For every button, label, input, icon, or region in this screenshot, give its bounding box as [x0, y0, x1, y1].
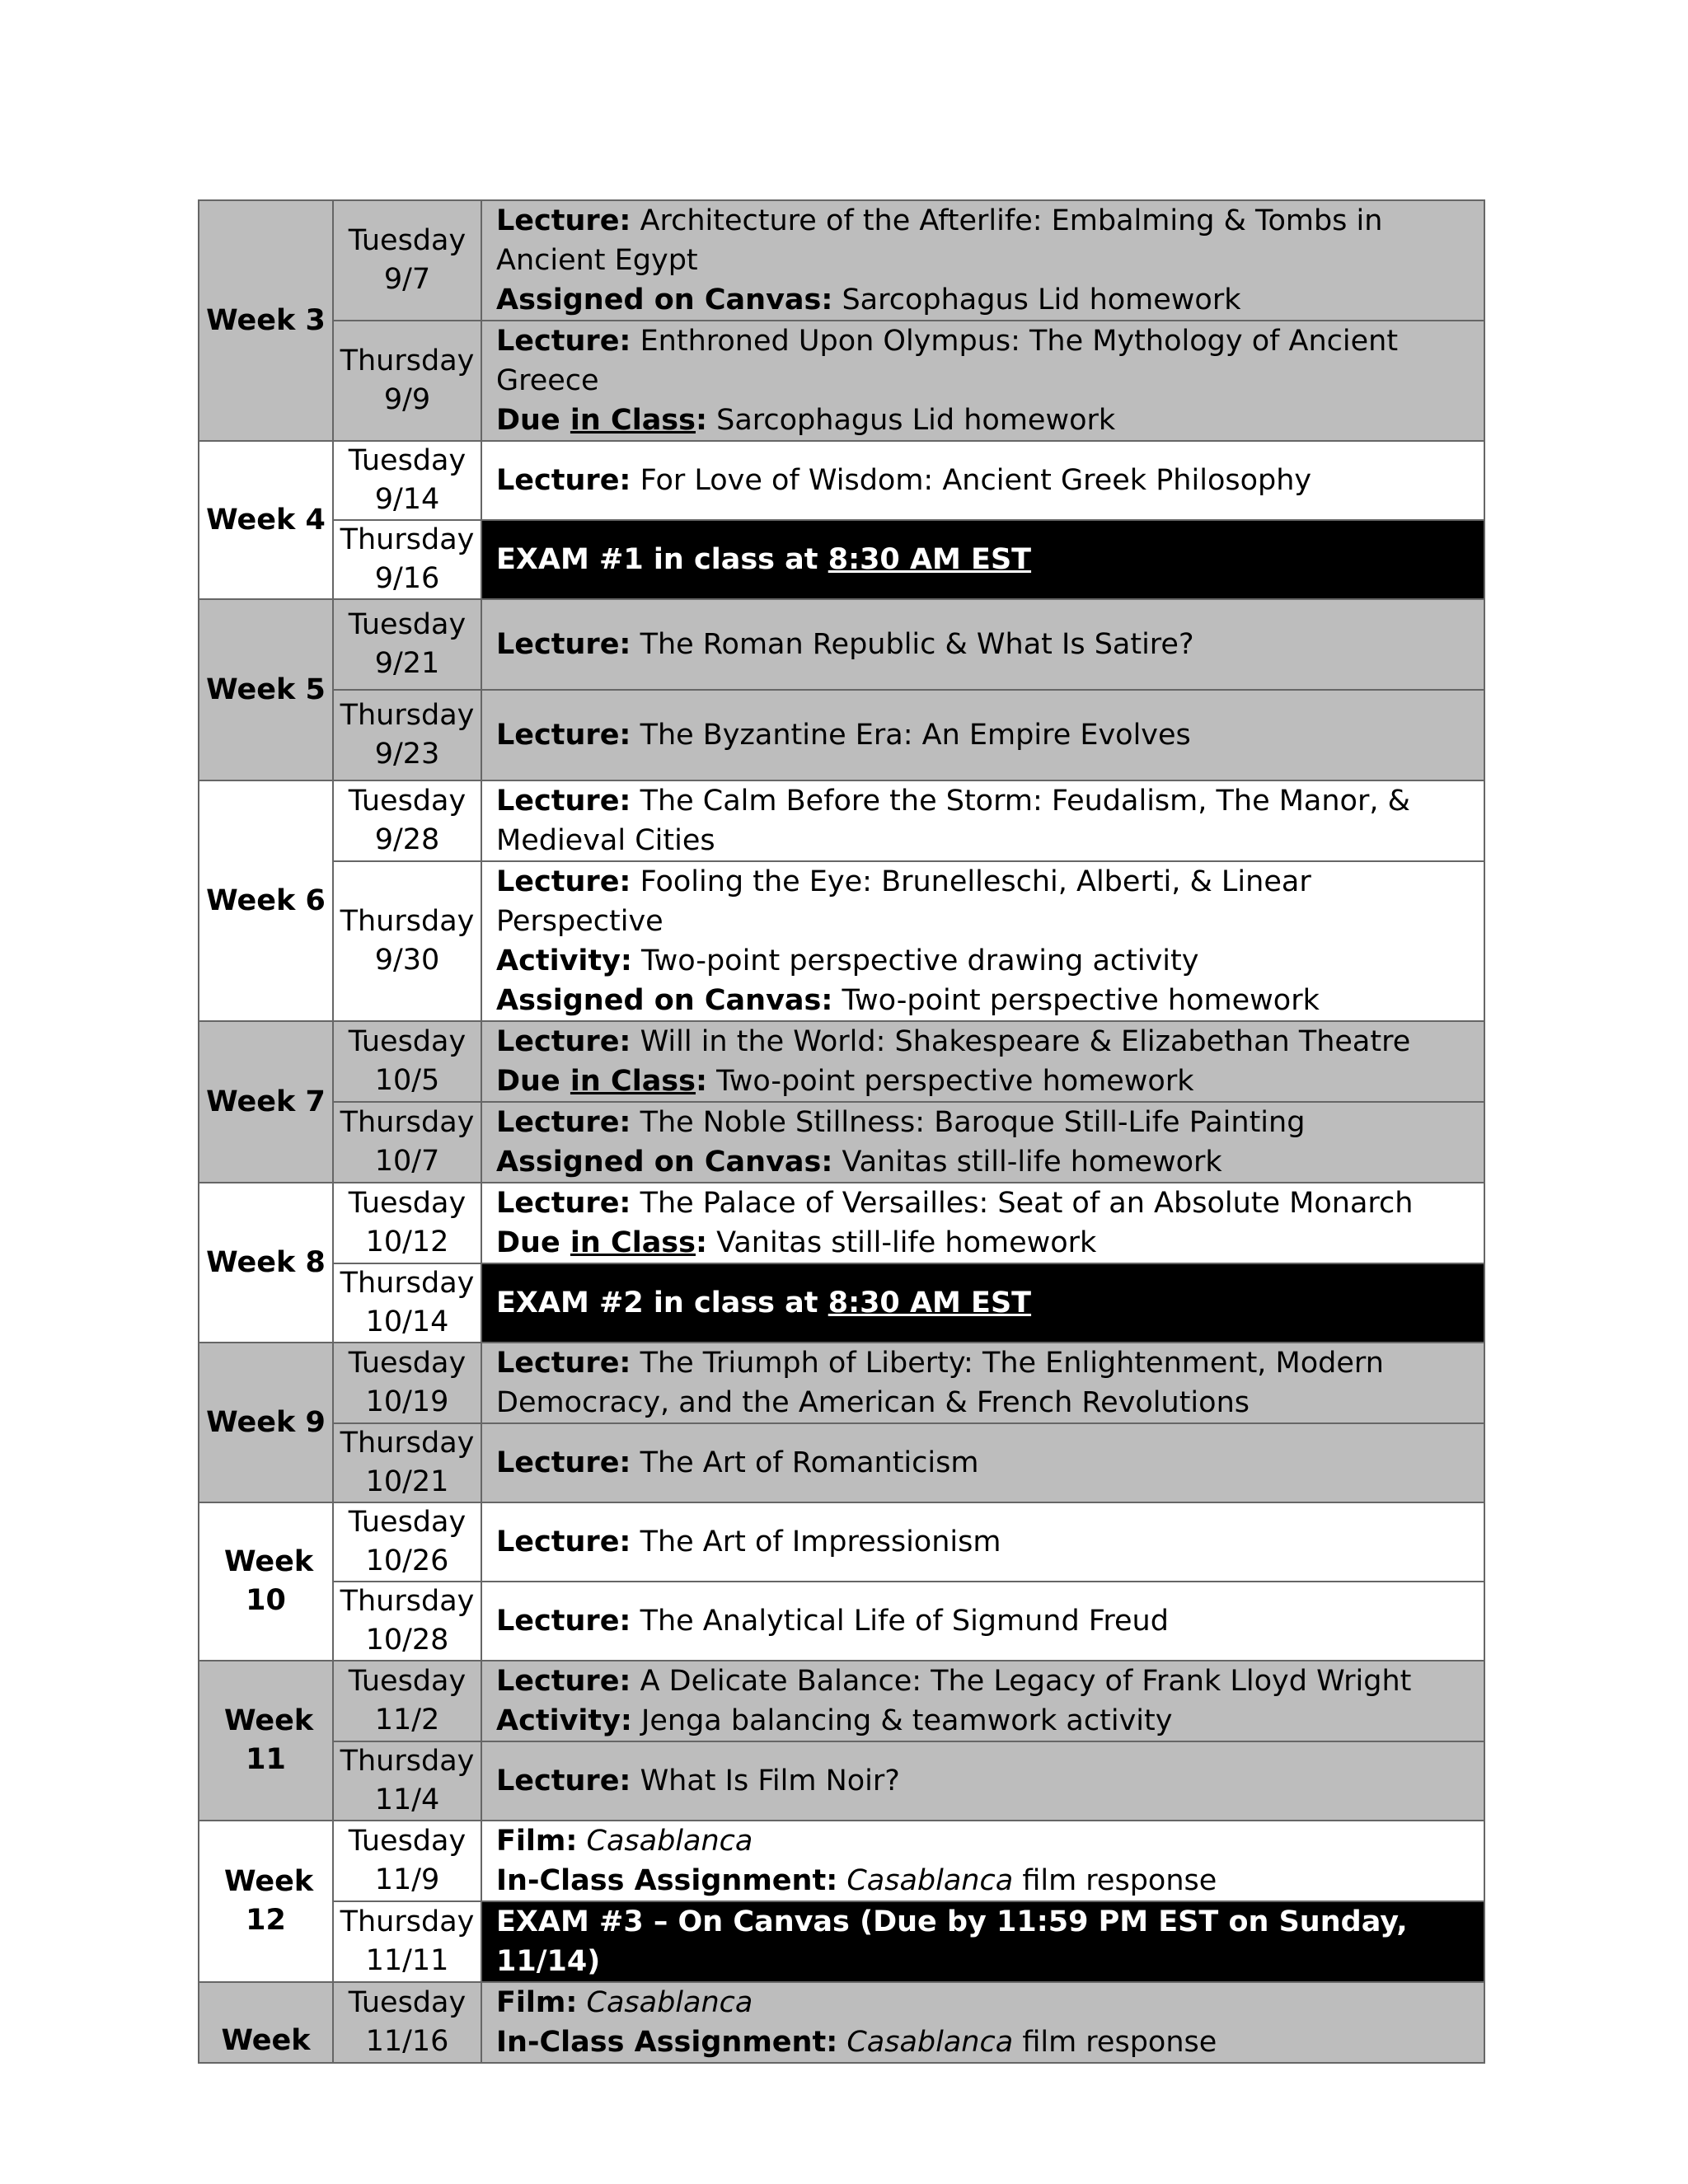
entry-text: Two-point perspective drawing activity	[631, 944, 1199, 977]
weekday: Tuesday	[348, 1347, 467, 1380]
entry-label: Assigned on Canvas:	[496, 1146, 833, 1179]
date: 11/16	[365, 2025, 449, 2058]
session-description	[481, 1982, 1484, 2063]
week-group	[199, 1183, 1484, 1343]
schedule-row	[199, 1582, 1484, 1661]
day-date-cell	[333, 1821, 481, 1901]
date: 9/16	[374, 562, 440, 595]
session-description	[481, 1423, 1484, 1502]
description-line	[496, 540, 1472, 579]
film-title: Casablanca	[846, 1864, 1014, 1897]
description-line	[496, 1661, 1472, 1701]
schedule-row	[199, 1263, 1484, 1343]
schedule-row	[199, 1661, 1484, 1741]
entry-text: 8:30 AM EST	[828, 543, 1032, 576]
session-description	[481, 690, 1484, 780]
entry-label: Assigned on Canvas:	[496, 284, 833, 316]
day-date-cell	[333, 1502, 481, 1582]
description-line	[496, 201, 1472, 280]
description-line	[496, 1902, 1472, 1981]
exam-notice	[481, 1263, 1484, 1343]
entry-text: A Delicate Balance: The Legacy of Frank Lloyd Wright	[631, 1665, 1412, 1698]
description-line	[496, 1761, 1472, 1801]
entry-label: In-Class Assignment:	[496, 2026, 838, 2059]
entry-text: Two-point perspective homework	[706, 1065, 1194, 1098]
schedule-row	[199, 1423, 1484, 1502]
schedule-row	[199, 1982, 1484, 2063]
week-label: Week 12	[199, 1821, 333, 1982]
session-description	[481, 1102, 1484, 1183]
description-line	[496, 862, 1472, 941]
description-line	[496, 1443, 1472, 1483]
session-description	[481, 1582, 1484, 1661]
day-date-cell	[333, 1741, 481, 1821]
entry-text: Enthroned Upon Olympus: The Mythology of Ancient Greece	[496, 325, 1399, 397]
description-line	[496, 321, 1472, 401]
schedule-row	[199, 520, 1484, 599]
weekday: Tuesday	[348, 785, 467, 818]
entry-label: Lecture:	[496, 204, 631, 237]
entry-label: Lecture:	[496, 785, 631, 818]
description-line	[496, 1983, 1472, 2022]
week-group	[199, 1343, 1484, 1502]
session-description	[481, 1661, 1484, 1741]
week-group	[199, 1821, 1484, 1982]
session-description	[481, 441, 1484, 520]
entry-label: Lecture:	[496, 865, 631, 898]
schedule-row	[199, 1343, 1484, 1423]
exam-notice	[481, 520, 1484, 599]
date: 9/7	[383, 263, 431, 296]
schedule-row	[199, 1502, 1484, 1582]
entry-text: Architecture of the Afterlife: Embalming & Tombs in Ancient Egypt	[496, 204, 1383, 277]
day-date-cell	[333, 1423, 481, 1502]
entry-label: Lecture:	[496, 464, 631, 497]
schedule-row	[199, 780, 1484, 861]
schedule-row	[199, 861, 1484, 1021]
session-description	[481, 1021, 1484, 1102]
description-line	[496, 1522, 1472, 1562]
date: 10/7	[374, 1145, 440, 1178]
session-description	[481, 1821, 1484, 1901]
date: 11/2	[374, 1704, 440, 1736]
week-group	[199, 780, 1484, 1021]
entry-text: Fooling the Eye: Brunelleschi, Alberti, & Linear Perspective	[496, 865, 1311, 938]
day-date-cell	[333, 1582, 481, 1661]
entry-label: Due	[496, 1226, 570, 1259]
entry-text	[837, 2026, 846, 2059]
entry-text: Vanitas still-life homework	[832, 1146, 1222, 1179]
weekday: Thursday	[340, 344, 475, 377]
schedule-row	[199, 1183, 1484, 1263]
day-date-cell	[333, 1263, 481, 1343]
day-date-cell	[333, 321, 481, 441]
entry-text: The Triumph of Liberty: The Enlightenment, Modern Democracy, and the American & French Revolutions	[496, 1347, 1384, 1419]
date: 10/21	[365, 1465, 449, 1498]
description-line	[496, 2022, 1472, 2062]
week-group	[199, 1661, 1484, 1821]
entry-text: EXAM #1 in class at	[496, 543, 828, 576]
session-description	[481, 321, 1484, 441]
entry-label: Due	[496, 404, 570, 437]
session-description	[481, 1741, 1484, 1821]
entry-label: Lecture:	[496, 719, 631, 752]
description-line	[496, 1062, 1472, 1101]
syllabus-schedule-table	[198, 199, 1485, 2064]
weekday: Thursday	[340, 1745, 475, 1778]
day-date-cell	[333, 599, 481, 690]
schedule-row	[199, 1901, 1484, 1982]
schedule-row	[199, 1102, 1484, 1183]
day-date-cell	[333, 861, 481, 1021]
session-description	[481, 200, 1484, 321]
date: 10/5	[374, 1064, 440, 1097]
weekday: Tuesday	[348, 1825, 467, 1858]
description-line	[496, 461, 1472, 500]
week-group	[199, 200, 1484, 441]
day-date-cell	[333, 1661, 481, 1741]
entry-text: What Is Film Noir?	[631, 1765, 900, 1797]
entry-text: The Analytical Life of Sigmund Freud	[631, 1605, 1169, 1638]
day-date-cell	[333, 200, 481, 321]
week-group	[199, 599, 1484, 780]
entry-text: The Byzantine Era: An Empire Evolves	[631, 719, 1191, 752]
schedule-row	[199, 321, 1484, 441]
description-line	[496, 1701, 1472, 1741]
weekday: Tuesday	[348, 1506, 467, 1539]
description-line	[496, 1103, 1472, 1142]
day-date-cell	[333, 1102, 481, 1183]
entry-label: Film:	[496, 1825, 578, 1858]
entry-label: Activity:	[496, 944, 632, 977]
entry-text	[577, 1986, 586, 2019]
date: 11/11	[365, 1944, 449, 1977]
entry-label: :	[695, 404, 707, 437]
weekday: Thursday	[340, 1106, 475, 1139]
day-date-cell	[333, 1901, 481, 1982]
week-group	[199, 1502, 1484, 1661]
schedule-row	[199, 690, 1484, 780]
day-date-cell	[333, 1343, 481, 1423]
entry-text: The Calm Before the Storm: Feudalism, The Manor, & Medieval Cities	[496, 785, 1410, 857]
entry-text: 8:30 AM EST	[828, 1286, 1032, 1319]
week-label: Week 10	[199, 1502, 333, 1661]
description-line	[496, 625, 1472, 664]
entry-text: Will in the World: Shakespeare & Elizabethan Theatre	[631, 1025, 1411, 1058]
day-date-cell	[333, 780, 481, 861]
weekday: Thursday	[340, 1905, 475, 1938]
entry-label: Lecture:	[496, 1347, 631, 1380]
description-line	[496, 1022, 1472, 1062]
entry-label: :	[695, 1226, 707, 1259]
weekday: Tuesday	[348, 1665, 467, 1698]
entry-label: Lecture:	[496, 1765, 631, 1797]
session-description	[481, 599, 1484, 690]
entry-label: Assigned on Canvas:	[496, 984, 833, 1017]
exam-notice	[481, 1901, 1484, 1982]
film-title: Casablanca	[586, 1986, 753, 2019]
entry-text: film response	[1013, 1864, 1217, 1897]
weekday: Thursday	[340, 699, 475, 732]
description-line	[496, 941, 1472, 981]
day-date-cell	[333, 690, 481, 780]
entry-label: Lecture:	[496, 628, 631, 661]
entry-label: Lecture:	[496, 1526, 631, 1558]
date: 10/28	[365, 1624, 449, 1657]
entry-label: In-Class Assignment:	[496, 1864, 838, 1897]
day-date-cell	[333, 520, 481, 599]
date: 11/9	[374, 1863, 440, 1896]
entry-text: EXAM #2 in class at	[496, 1286, 828, 1319]
entry-text: For Love of Wisdom: Ancient Greek Philosophy	[631, 464, 1312, 497]
week-group	[199, 441, 1484, 599]
week-label: Week 8	[199, 1183, 333, 1343]
description-line	[496, 1343, 1472, 1422]
description-line	[496, 715, 1472, 755]
week-label: Week 3	[199, 200, 333, 441]
weekday: Tuesday	[348, 444, 467, 477]
date: 11/4	[374, 1783, 440, 1816]
entry-text: Sarcophagus Lid homework	[832, 284, 1241, 316]
description-line	[496, 1861, 1472, 1900]
schedule-row	[199, 1021, 1484, 1102]
entry-label: Lecture:	[496, 1605, 631, 1638]
film-title: Casablanca	[586, 1825, 753, 1858]
date: 9/14	[374, 483, 440, 516]
date: 9/23	[374, 738, 440, 771]
description-line	[496, 401, 1472, 440]
week-label: Week	[199, 1982, 333, 2063]
weekday: Thursday	[340, 1585, 475, 1618]
description-line	[496, 1223, 1472, 1263]
week-group	[199, 1021, 1484, 1183]
entry-text	[837, 1864, 846, 1897]
weekday: Thursday	[340, 1427, 475, 1460]
day-date-cell	[333, 441, 481, 520]
film-title: Casablanca	[846, 2026, 1014, 2059]
description-line	[496, 1821, 1472, 1861]
weekday: Tuesday	[348, 1025, 467, 1058]
week-label: Week 9	[199, 1343, 333, 1502]
week-group	[199, 1982, 1484, 2063]
schedule-row	[199, 200, 1484, 321]
entry-text: EXAM #3 – On Canvas (Due by 11:59 PM EST on Sunday, 11/14)	[496, 1905, 1408, 1978]
week-label: Week 4	[199, 441, 333, 599]
schedule-row	[199, 1821, 1484, 1901]
session-description	[481, 780, 1484, 861]
week-label: Week 5	[199, 599, 333, 780]
session-description	[481, 861, 1484, 1021]
description-line	[496, 1601, 1472, 1641]
entry-label: :	[695, 1065, 707, 1098]
entry-label: Due	[496, 1065, 570, 1098]
session-description	[481, 1343, 1484, 1423]
entry-text: The Noble Stillness: Baroque Still-Life Painting	[631, 1106, 1306, 1139]
entry-text: Jenga balancing & teamwork activity	[631, 1704, 1173, 1737]
entry-text: Vanitas still-life homework	[706, 1226, 1097, 1259]
entry-text: Two-point perspective homework	[832, 984, 1320, 1017]
date: 10/19	[365, 1385, 449, 1418]
entry-text: Sarcophagus Lid homework	[706, 404, 1116, 437]
weekday: Thursday	[340, 523, 475, 556]
entry-label: Lecture:	[496, 1106, 631, 1139]
week-label: Week 11	[199, 1661, 333, 1821]
date: 9/9	[383, 383, 431, 416]
entry-label: Lecture:	[496, 1665, 631, 1698]
entry-label: in Class	[570, 1226, 696, 1259]
weekday: Tuesday	[348, 1986, 467, 2019]
date: 9/21	[374, 647, 440, 680]
date: 10/14	[365, 1305, 449, 1338]
entry-text: film response	[1013, 2026, 1217, 2059]
day-date-cell	[333, 1183, 481, 1263]
week-label: Week 7	[199, 1021, 333, 1183]
entry-text: The Palace of Versailles: Seat of an Absolute Monarch	[631, 1187, 1414, 1220]
description-line	[496, 1183, 1472, 1223]
description-line	[496, 981, 1472, 1020]
entry-label: Film:	[496, 1986, 578, 2019]
entry-label: Activity:	[496, 1704, 632, 1737]
date: 9/30	[374, 944, 440, 977]
schedule-row	[199, 1741, 1484, 1821]
weekday: Thursday	[340, 905, 475, 938]
session-description	[481, 1183, 1484, 1263]
entry-label: Lecture:	[496, 1187, 631, 1220]
day-date-cell	[333, 1021, 481, 1102]
entry-label: Lecture:	[496, 325, 631, 358]
entry-label: in Class	[570, 1065, 696, 1098]
week-label: Week 6	[199, 780, 333, 1021]
description-line	[496, 280, 1472, 320]
entry-label: in Class	[570, 404, 696, 437]
date: 10/26	[365, 1544, 449, 1577]
entry-text	[577, 1825, 586, 1858]
weekday: Thursday	[340, 1267, 475, 1300]
weekday: Tuesday	[348, 1187, 467, 1220]
date: 9/28	[374, 823, 440, 856]
weekday: Tuesday	[348, 608, 467, 641]
description-line	[496, 1142, 1472, 1182]
schedule-row	[199, 599, 1484, 690]
entry-text: The Art of Romanticism	[631, 1446, 979, 1479]
description-line	[496, 781, 1472, 860]
day-date-cell	[333, 1982, 481, 2063]
entry-text: The Art of Impressionism	[631, 1526, 1001, 1558]
description-line	[496, 1283, 1472, 1323]
weekday: Tuesday	[348, 224, 467, 257]
entry-label: Lecture:	[496, 1025, 631, 1058]
schedule-row	[199, 441, 1484, 520]
entry-label: Lecture:	[496, 1446, 631, 1479]
date: 10/12	[365, 1226, 449, 1258]
session-description	[481, 1502, 1484, 1582]
entry-text: The Roman Republic & What Is Satire?	[631, 628, 1194, 661]
